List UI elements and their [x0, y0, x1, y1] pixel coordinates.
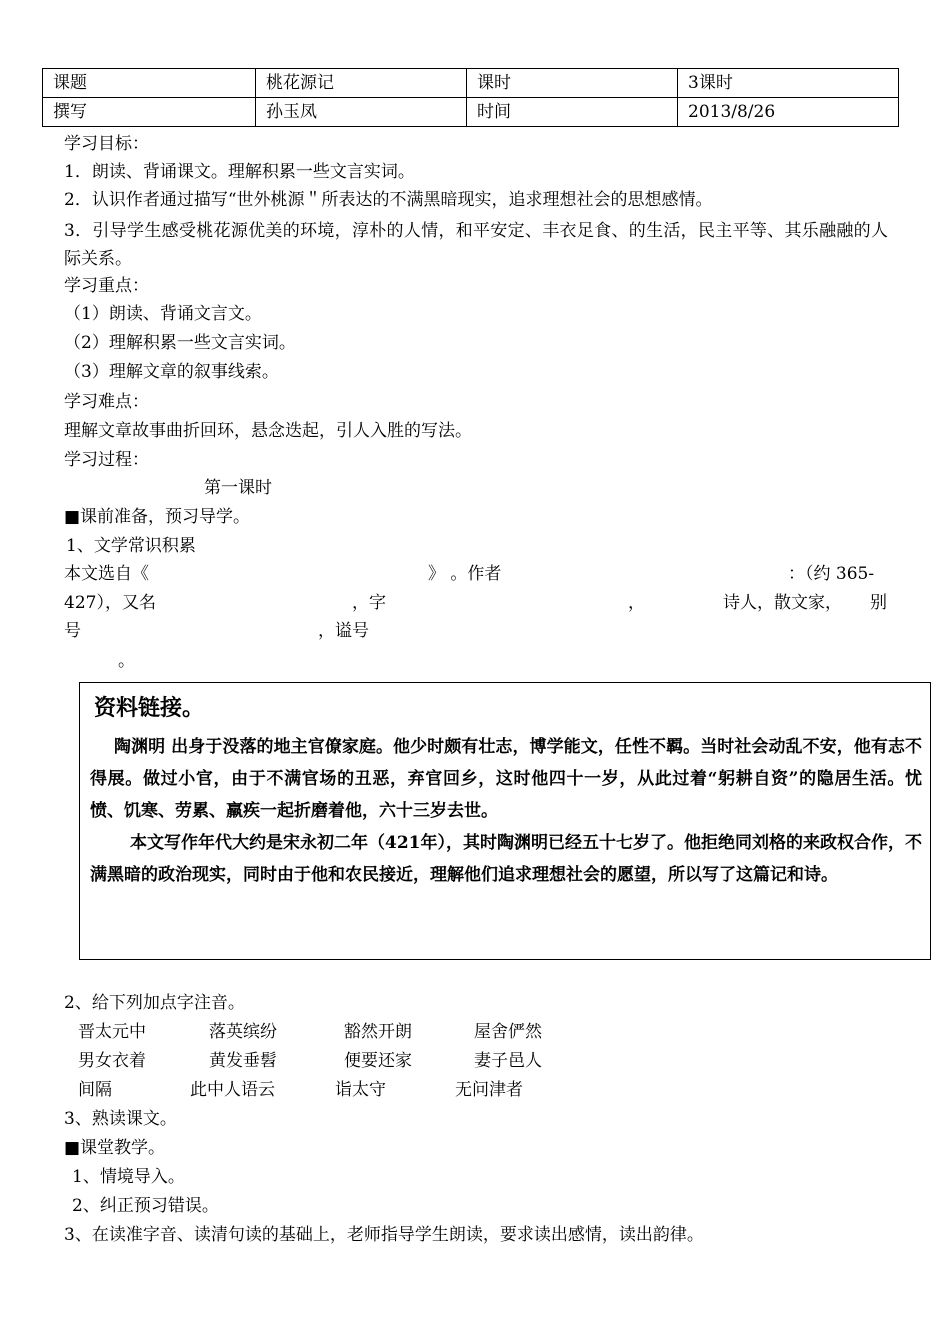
table-cell-value: 孙玉凤 [256, 98, 467, 127]
literary-heading: 1、文学常识积累 [66, 536, 196, 556]
pinyin-word: 屋舍俨然 [474, 1022, 542, 1042]
fill-text: 别 [870, 593, 887, 613]
objective-item: 3．引导学生感受桃花源优美的环境，淳朴的人情，和平安定、丰衣足食、的生活，民主平等、其乐融融的人际关系。 [64, 221, 888, 269]
fill-text: 诗人，散文家， [723, 593, 842, 613]
fill-text: ，字 [352, 593, 386, 613]
lesson-title: 第一课时 [204, 478, 272, 498]
difficulty-text: 理解文章故事曲折回环，悬念迭起，引人入胜的写法。 [64, 421, 472, 441]
pinyin-word: 无问津者 [455, 1080, 523, 1100]
pinyin-word: 诣太守 [335, 1080, 386, 1100]
classroom-item: 2、纠正预习错误。 [72, 1196, 219, 1216]
pinyin-word: 男女衣着 [78, 1051, 146, 1071]
resource-box-title: 资料链接。 [94, 696, 205, 721]
pinyin-word: 晋太元中 [78, 1022, 146, 1042]
fill-text: ，谥号 [318, 621, 369, 641]
resource-paragraph: 陶渊明 出身于没落的地主官僚家庭。他少时颇有壮志，博学能文，任性不羁。当时社会动乱不安，他有志不得展。做过小官，由于不满官场的丑恶，弃官回乡，这时他四十一岁，从此过着“躬耕自资”的隐居生活。忧愤、饥寒、劳累、羸疾一起折磨着他，六十三岁去世。 [90, 737, 922, 821]
prep-heading: ■课前准备，预习导学。 [64, 507, 251, 527]
fill-text: 号 [64, 621, 81, 641]
table-row [43, 98, 899, 127]
table-cell-value: 2013/8/26 [678, 98, 899, 127]
table-cell-value: 3课时 [678, 69, 899, 98]
key-point-item: （1）朗读、背诵文言文。 [64, 304, 262, 324]
table-row [43, 69, 899, 98]
table-cell-label: 撰写 [43, 98, 256, 127]
table-cell-label: 课题 [43, 69, 256, 98]
pinyin-word: 黄发垂髫 [209, 1051, 277, 1071]
difficulty-heading: 学习难点： [64, 392, 149, 412]
fill-text: 。 [118, 651, 135, 671]
classroom-item: 3、在读准字音、读清句读的基础上，老师指导学生朗读，要求读出感情，读出韵律。 [64, 1225, 704, 1245]
classroom-item: 1、情境导入。 [72, 1167, 185, 1187]
classroom-heading: ■课堂教学。 [64, 1138, 166, 1158]
key-point-item: （3）理解文章的叙事线索。 [64, 362, 279, 382]
objective-item: 1．朗读、背诵课文。理解积累一些文言实词。 [64, 162, 415, 182]
fill-text: 本文选自《 [64, 564, 149, 584]
pinyin-word: 落英缤纷 [209, 1022, 277, 1042]
reading-item: 3、熟读课文。 [64, 1109, 177, 1129]
pinyin-heading: 2、给下列加点字注音。 [64, 993, 245, 1013]
pinyin-word: 间隔 [78, 1080, 112, 1100]
key-point-item: （2）理解积累一些文言实词。 [64, 333, 296, 353]
fill-text: 427），又名 [64, 593, 156, 613]
objectives-heading: 学习目标： [64, 134, 149, 154]
fill-text: ， [628, 593, 645, 613]
key-points-heading: 学习重点： [64, 276, 149, 296]
process-heading: 学习过程： [64, 450, 149, 470]
resource-link-box [79, 682, 931, 960]
table-cell-value: 桃花源记 [256, 69, 467, 98]
pinyin-word: 便要还家 [344, 1051, 412, 1071]
pinyin-word: 此中人语云 [190, 1080, 275, 1100]
table-cell-label: 课时 [467, 69, 678, 98]
table-cell-label: 时间 [467, 98, 678, 127]
fill-text: 》 。作者 [428, 564, 502, 584]
pinyin-word: 妻子邑人 [474, 1051, 542, 1071]
resource-paragraph: 本文写作年代大约是宋永初二年（421年），其时陶渊明已经五十七岁了。他拒绝同刘格的来政权合作，不满黑暗的政治现实，同时由于他和农民接近，理解他们追求理想社会的愿望，所以写了这篇记和诗。 [90, 833, 922, 885]
fill-text: ：（约 365- [788, 564, 875, 584]
objective-item: 2．认识作者通过描写“世外桃源＂所表达的不满黑暗现实，追求理想社会的思想感情。 [64, 190, 713, 210]
lesson-info-table [42, 68, 899, 127]
pinyin-word: 豁然开朗 [344, 1022, 412, 1042]
